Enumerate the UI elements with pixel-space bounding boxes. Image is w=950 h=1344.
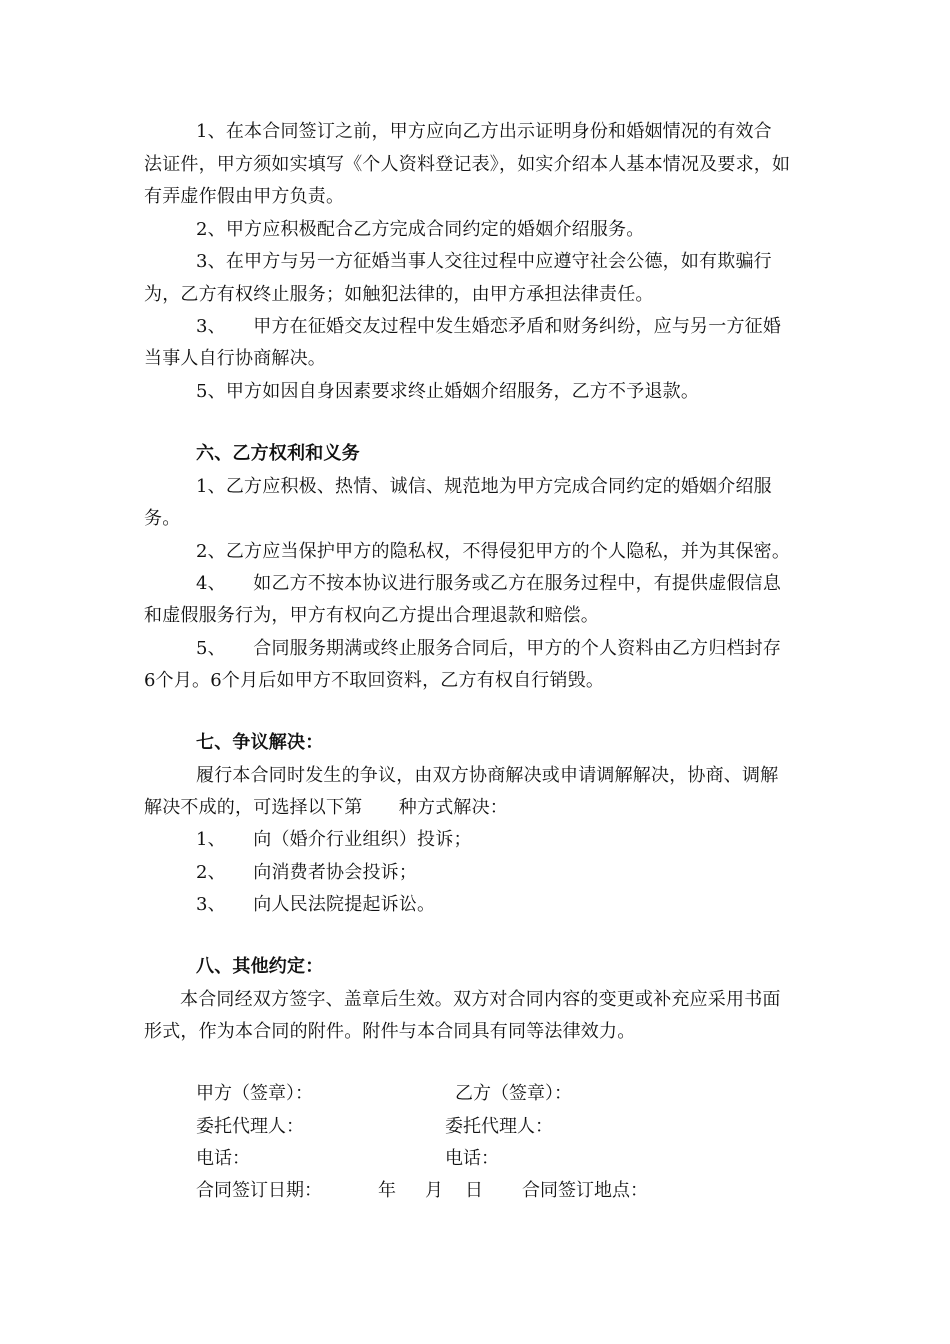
- s5-p3-line1: 3、在甲方与另一方征婚当事人交往过程中应遵守社会公德，如有欺骗行: [196, 251, 772, 272]
- party-b-agent-label: 委托代理人：: [445, 1116, 553, 1137]
- s5-p1-line1: 1、在本合同签订之前，甲方应向乙方出示证明身份和婚姻情况的有效合: [196, 121, 772, 142]
- s6-p3-line1: 4、 如乙方不按本协议进行服务或乙方在服务过程中，有提供虚假信息: [196, 573, 782, 594]
- s6-p1-line2: 务。: [144, 508, 181, 529]
- contract-date-label: 合同签订日期：: [196, 1180, 322, 1201]
- date-year-label: 年: [378, 1180, 396, 1201]
- date-day-label: 日: [465, 1180, 483, 1201]
- date-month-label: 月: [425, 1180, 443, 1201]
- s5-p4-line2: 当事人自行协商解决。: [144, 348, 326, 369]
- s7-option-2: 2、 向消费者协会投诉；: [196, 862, 418, 883]
- s5-p4-line1: 3、 甲方在征婚交友过程中发生婚恋矛盾和财务纠纷，应与另一方征婚: [196, 316, 782, 337]
- s6-p4-line1: 5、 合同服务期满或终止服务合同后，甲方的个人资料由乙方归档封存: [196, 638, 782, 659]
- s6-p3-line2: 和虚假服务行为，甲方有权向乙方提出合理退款和赔偿。: [144, 605, 599, 626]
- s7-option-3: 3、 向人民法院提起诉讼。: [196, 894, 436, 915]
- s6-p1-line1: 1、乙方应积极、热情、诚信、规范地为甲方完成合同约定的婚姻介绍服: [196, 476, 772, 497]
- s8-text-line1: 本合同经双方签字、盖章后生效。双方对合同内容的变更或补充应采用书面: [180, 989, 781, 1010]
- party-b-phone-label: 电话：: [445, 1148, 499, 1169]
- s7-option-1: 1、 向（婚介行业组织）投诉；: [196, 829, 472, 850]
- s7-intro-line2: 解决不成的，可选择以下第 种方式解决：: [144, 797, 508, 818]
- party-a-seal-label: 甲方（签章）：: [196, 1083, 313, 1104]
- s7-title: 七、争议解决：: [196, 732, 324, 753]
- s5-p1-line3: 有弄虚作假由甲方负责。: [144, 186, 345, 207]
- s6-p4-line2: 6个月。6个月后如甲方不取回资料，乙方有权自行销毁。: [144, 670, 605, 691]
- s8-title: 八、其他约定：: [196, 956, 324, 977]
- s6-p2: 2、乙方应当保护甲方的隐私权，不得侵犯甲方的个人隐私，并为其保密。: [196, 541, 791, 562]
- s6-title: 六、乙方权利和义务: [196, 443, 360, 464]
- s5-p5: 5、甲方如因自身因素要求终止婚姻介绍服务，乙方不予退款。: [196, 381, 700, 402]
- s5-p1-line2: 法证件，甲方须如实填写《个人资料登记表》，如实介绍本人基本情况及要求，如: [144, 154, 791, 175]
- party-a-phone-label: 电话：: [196, 1148, 250, 1169]
- s5-p3-line2: 为，乙方有权终止服务；如触犯法律的，由甲方承担法律责任。: [144, 284, 654, 305]
- party-b-seal-label: 乙方（签章）：: [455, 1083, 572, 1104]
- s8-text-line2: 形式，作为本合同的附件。附件与本合同具有同等法律效力。: [144, 1021, 636, 1042]
- party-a-agent-label: 委托代理人：: [196, 1116, 304, 1137]
- s7-intro-line1: 履行本合同时发生的争议，由双方协商解决或申请调解解决，协商、调解: [196, 765, 779, 786]
- s5-p2: 2、甲方应积极配合乙方完成合同约定的婚姻介绍服务。: [196, 219, 645, 240]
- contract-place-label: 合同签订地点：: [522, 1180, 648, 1201]
